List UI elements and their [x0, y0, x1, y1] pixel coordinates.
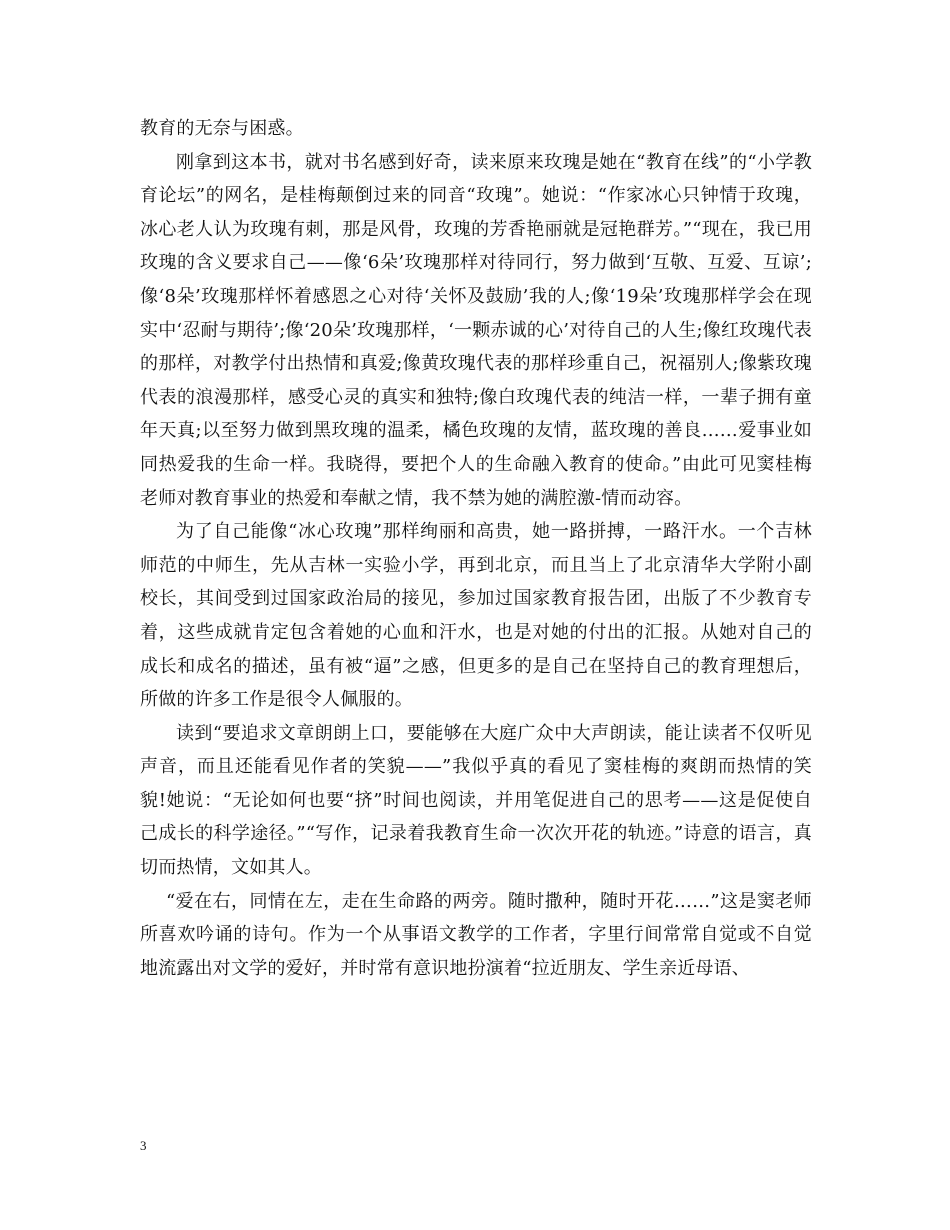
paragraph-love-sympathy-poem: “爱在右，同情在左，走在生命路的两旁。随时撒种，随时开花……”这是窦老师所喜欢吟诵的诗句。作为一个从事语文教学的工作者，字里行间常常自觉或不自觉地流露出对文学的爱好，并时常有意识地扮演着“拉近朋友、学生亲近母语、 — [140, 890, 812, 979]
document-body — [140, 112, 812, 985]
paragraph-book-title-rose: 刚拿到这本书，就对书名感到好奇，读来原来玫瑰是她在“教育在线”的“小学教育论坛”的网名，是桂梅颠倒过来的同音“玫瑰”。她说：“作家冰心只钟情于玫瑰，冰心老人认为玫瑰有刺，那是风骨，玫瑰的芳香艳丽就是冠艳群芳。”“现在，我已用玫瑰的含义要求自己——像‘6朵’玫瑰那样对待同行，努力做到‘互敬、互爱、互谅’;像‘8朵’玫瑰那样怀着感恩之心对待‘关怀及鼓励’我的人;像‘19朵’玫瑰那样学会在现实中‘忍耐与期待’;像‘20朵’玫瑰那样，‘一颗赤诚的心’对待自己的人生;像红玫瑰代表的那样，对教学付出热情和真爱;像黄玫瑰代表的那样珍重自己，祝福别人;像紫玫瑰代表的浪漫那样，感受心灵的真实和独特;像白玫瑰代表的纯洁一样，一辈子拥有童年天真;以至努力做到黑玫瑰的温柔，橘色玫瑰的友情，蓝玫瑰的善良……爱事业如同热爱我的生命一样。我晓得，要把个人的生命融入教育的使命。”由此可见窦桂梅老师对教育事业的热爱和奉献之情，我不禁为她的满腔激-情而动容。 — [140, 151, 812, 509]
paragraph-career-path: 为了自己能像“冰心玫瑰”那样绚丽和高贵，她一路拼搏，一路汗水。一个吉林师范的中师生，先从吉林一实验小学，再到北京，而且当上了北京清华大学附小副校长，其间受到过国家政治局的接见，参加过国家教育报告团，出版了不少教育专着，这些成就肯定包含着她的心血和汗水，也是对她的付出的汇报。从她对自己的成长和成名的描述，虽有被“逼”之感，但更多的是自己在坚持自己的教育理想后，所做的许多工作是很令人佩服的。 — [140, 521, 812, 711]
paragraph-reading-writing: 读到“要追求文章朗朗上口，要能够在大庭广众中大声朗读，能让读者不仅听见声音，而且还能看见作者的笑貌——”我似乎真的看见了窦桂梅的爽朗而热情的笑貌!她说：“无论如何也要“挤”时间也阅读，并用笔促进自己的思考——这是促使自己成长的科学途径。”“写作，记录着我教育生命一次次开花的轨迹。”诗意的语言，真切而热情，文如其人。 — [140, 722, 812, 879]
page-number: 3 — [140, 1138, 147, 1153]
paragraph-continuation: 教育的无奈与困惑。 — [140, 118, 304, 139]
